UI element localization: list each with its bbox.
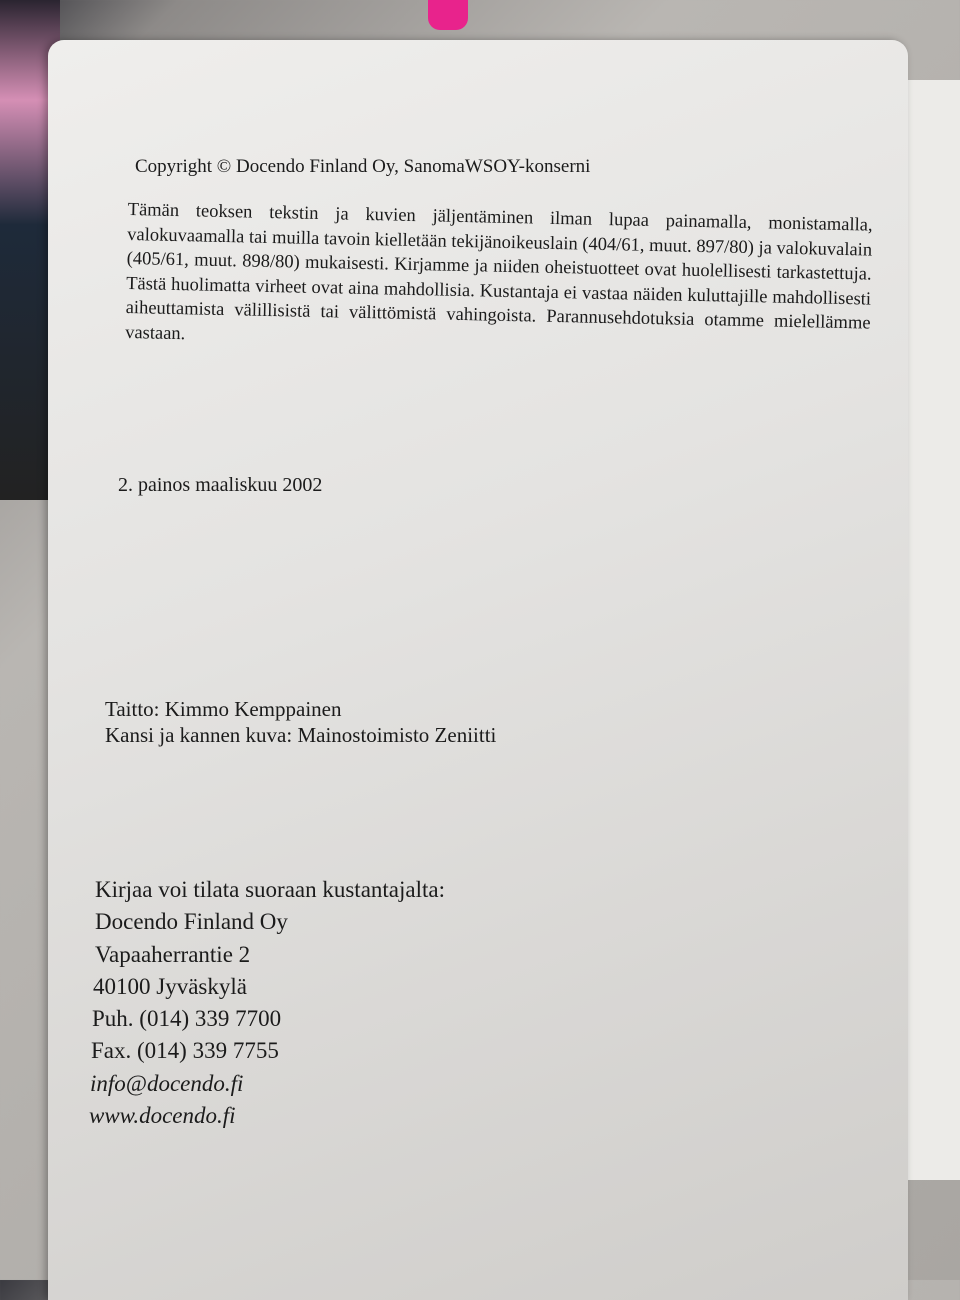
order-street: Vapaaherrantie 2 <box>95 942 251 967</box>
credit-layout: Taitto: Kimmo Kemppainen <box>105 697 342 721</box>
order-city: 40100 Jyväskylä <box>93 974 247 999</box>
legal-paragraph: Tämän teoksen tekstin ja kuvien jäljentäminen ilman lupaa painamalla, monistamalla, valokuvaamalla tai muilla tavoin kielletään tekijänoikeuslain (404/61, muut. 897/80) ja valokuvalain (405/61, muut. 898/80) mukaisesti. Kirjamme ja niiden oheistuotteet ovat huolellisesti tarkastettuja. Tästä huolimatta virheet ovat aina mahdollisia. Kustantaja ei vastaa näiden kuluttajille mahdollisesti aiheuttamista välillisistä tai välittömistä vahingoista. Parannusehdotuksia otamme mielellämme vastaan. <box>124 199 873 344</box>
pink-pen <box>428 0 468 30</box>
copyright-line: Copyright © Docendo Finland Oy, SanomaWSOY-konserni <box>135 156 591 177</box>
order-heading: Kirjaa voi tilata suoraan kustantajalta: <box>95 877 445 902</box>
edition-line: 2. painos maaliskuu 2002 <box>118 474 323 496</box>
order-web: www.docendo.fi <box>89 1103 236 1128</box>
credit-cover: Kansi ja kannen kuva: Mainostoimisto Zeniitti <box>105 723 497 747</box>
order-company: Docendo Finland Oy <box>95 909 288 934</box>
order-fax: Fax. (014) 339 7755 <box>91 1038 279 1063</box>
order-email: info@docendo.fi <box>90 1071 244 1096</box>
order-phone: Puh. (014) 339 7700 <box>92 1006 282 1031</box>
facing-page <box>900 80 960 1180</box>
